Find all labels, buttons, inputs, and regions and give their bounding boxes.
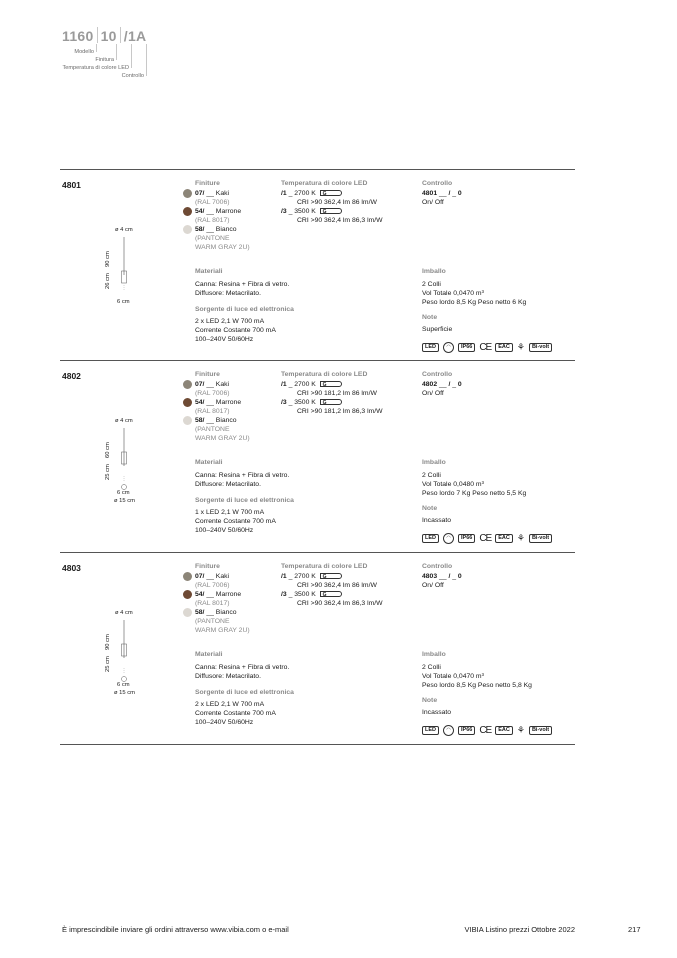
temperature-spec: CRI >90 362,4 lm 86,3 lm/W	[297, 600, 383, 607]
legend-control: /1A	[123, 28, 147, 44]
control-heading: Controllo	[422, 563, 453, 570]
finish-ral: (PANTONE	[195, 235, 230, 242]
dimension-height-total: 90 cm	[105, 634, 111, 650]
material-line: Diffusore: Metacrilato.	[195, 673, 261, 680]
light-source-line: 100–240V 50/60Hz	[195, 719, 254, 726]
temperature-heading: Temperatura di colore LED	[281, 180, 368, 187]
certification-badges	[422, 725, 552, 736]
temperature-option[interactable]: /3 _ 3500 K G	[281, 590, 342, 599]
ip66-badge: IP66	[458, 534, 475, 543]
dimension-bottom: 6 cm	[117, 299, 130, 305]
eac-badge: EAC	[495, 343, 513, 352]
product-code: 4803	[62, 563, 81, 573]
packaging-line: Vol Totale 0,0480 m³	[422, 481, 484, 488]
dimmer-icon: ◠	[443, 725, 454, 736]
packaging-heading: Imballo	[422, 459, 446, 466]
installation-note: Incassato	[422, 709, 452, 716]
lamp-outline-icon	[100, 618, 150, 688]
light-source-line: 2 x LED 2,1 W 700 mA	[195, 318, 265, 325]
eac-badge: EAC	[495, 726, 513, 735]
energy-class-icon: G	[320, 399, 342, 405]
product-code: 4802	[62, 371, 81, 381]
certification-mark-icon: ⚘	[516, 342, 525, 352]
light-source-line: Corrente Costante 700 mA	[195, 518, 276, 525]
finish-ral: (RAL 8017)	[195, 217, 230, 224]
led-badge: LED	[422, 726, 439, 735]
installation-note: Superficie	[422, 326, 453, 333]
model-code-legend	[62, 27, 146, 44]
footer-order-note: È imprescindibile inviare gli ordini attraverso www.vibia.com o e-mail	[62, 925, 289, 934]
dimension-height-base: 25 cm	[105, 656, 111, 672]
dimmer-icon: ◠	[443, 342, 454, 353]
material-line: Canna: Resina + Fibra di vetro.	[195, 664, 290, 671]
finish-ral-extra: WARM GRAY 2U)	[195, 627, 250, 634]
finish-option[interactable]: 07/ __ Kaki	[195, 190, 230, 197]
packaging-line: Peso lordo 8,5 Kg Peso netto 5,8 Kg	[422, 682, 532, 689]
control-code: 4801 __ / _ 0	[422, 190, 462, 197]
packaging-line: 2 Colli	[422, 281, 441, 288]
packaging-line: Vol Totale 0,0470 m³	[422, 290, 484, 297]
finish-option[interactable]: 58/ __ Bianco	[195, 609, 237, 616]
certification-mark-icon: ⚘	[516, 725, 525, 735]
finish-option[interactable]: 58/ __ Bianco	[195, 417, 237, 424]
control-heading: Controllo	[422, 371, 453, 378]
control-code: 4803 __ / _ 0	[422, 573, 462, 580]
led-badge: LED	[422, 534, 439, 543]
control-description: On/ Off	[422, 390, 444, 397]
finish-swatch-kaki	[183, 189, 192, 198]
finish-ral: (PANTONE	[195, 618, 230, 625]
temperature-spec: CRI >90 362,4 lm 86 lm/W	[297, 582, 377, 589]
temperature-option[interactable]: /1 _ 2700 K G	[281, 189, 342, 198]
light-source-line: 100–240V 50/60Hz	[195, 527, 254, 534]
finish-ral-extra: WARM GRAY 2U)	[195, 435, 250, 442]
light-source-line: Corrente Costante 700 mA	[195, 327, 276, 334]
legend-finish: 10	[100, 28, 117, 44]
finish-swatch-bianco	[183, 608, 192, 617]
legend-label-model: Modello	[74, 49, 94, 55]
material-line: Diffusore: Metacrilato.	[195, 481, 261, 488]
finish-ral: (RAL 7006)	[195, 199, 230, 206]
temperature-option[interactable]: /1 _ 2700 K G	[281, 572, 342, 581]
finish-swatch-bianco	[183, 225, 192, 234]
finish-swatch-marrone	[183, 398, 192, 407]
certification-mark-icon: ⚘	[516, 533, 525, 543]
packaging-line: Peso lordo 7 Kg Peso netto 5,5 Kg	[422, 490, 527, 497]
legend-model: 1160	[62, 28, 94, 44]
dimension-height-total: 90 cm	[105, 251, 111, 267]
temperature-option[interactable]: /1 _ 2700 K G	[281, 380, 342, 389]
finish-swatch-kaki	[183, 380, 192, 389]
light-source-line: 2 x LED 2,1 W 700 mA	[195, 701, 265, 708]
packaging-line: 2 Colli	[422, 664, 441, 671]
ip66-badge: IP66	[458, 343, 475, 352]
packaging-heading: Imballo	[422, 651, 446, 658]
finishes-heading: Finiture	[195, 371, 220, 378]
legend-label-finish: Finitura	[95, 57, 114, 63]
packaging-line: Vol Totale 0,0470 m³	[422, 673, 484, 680]
energy-class-icon: G	[320, 190, 342, 196]
light-source-heading: Sorgente di luce ed elettronica	[195, 497, 294, 504]
temperature-spec: CRI >90 362,4 lm 86 lm/W	[297, 199, 377, 206]
finish-ral: (RAL 7006)	[195, 390, 230, 397]
ip66-badge: IP66	[458, 726, 475, 735]
dimension-diameter-top: ø 4 cm	[115, 418, 133, 424]
installation-note: Incassato	[422, 517, 452, 524]
light-source-line: 1 x LED 2,1 W 700 mA	[195, 509, 265, 516]
temperature-spec: CRI >90 181,2 lm 86 lm/W	[297, 390, 377, 397]
finish-option[interactable]: 07/ __ Kaki	[195, 381, 230, 388]
certification-badges	[422, 533, 552, 544]
finish-option[interactable]: 07/ __ Kaki	[195, 573, 230, 580]
ce-mark-icon: CE	[479, 533, 492, 544]
dimension-bottom: 6 cm	[117, 490, 130, 496]
energy-class-icon: G	[320, 591, 342, 597]
finish-swatch-kaki	[183, 572, 192, 581]
bivolt-badge: Bi-volt	[529, 726, 552, 735]
notes-heading: Note	[422, 697, 438, 704]
notes-heading: Note	[422, 314, 438, 321]
section-divider	[60, 552, 575, 553]
energy-class-icon: G	[320, 208, 342, 214]
ce-mark-icon: CE	[479, 342, 492, 353]
lamp-outline-icon	[100, 426, 150, 496]
section-divider	[60, 360, 575, 361]
finish-ral: (PANTONE	[195, 426, 230, 433]
temperature-option[interactable]: /3 _ 3500 K G	[281, 398, 342, 407]
bivolt-badge: Bi-volt	[529, 534, 552, 543]
material-line: Canna: Resina + Fibra di vetro.	[195, 472, 290, 479]
dimension-height-total: 60 cm	[105, 442, 111, 458]
light-source-heading: Sorgente di luce ed elettronica	[195, 306, 294, 313]
dimension-diameter-top: ø 4 cm	[115, 227, 133, 233]
energy-class-icon: G	[320, 381, 342, 387]
materials-heading: Materiali	[195, 268, 223, 275]
finish-swatch-marrone	[183, 590, 192, 599]
dimension-diameter-bottom: ø 15 cm	[114, 498, 135, 504]
materials-heading: Materiali	[195, 651, 223, 658]
finish-option[interactable]: 54/ __ Marrone	[195, 208, 242, 215]
control-description: On/ Off	[422, 199, 444, 206]
dimension-height-base: 26 cm	[105, 273, 111, 289]
certification-badges	[422, 342, 552, 353]
material-line: Canna: Resina + Fibra di vetro.	[195, 281, 290, 288]
product-code: 4801	[62, 180, 81, 190]
finish-ral: (RAL 8017)	[195, 408, 230, 415]
temperature-spec: CRI >90 362,4 lm 86,3 lm/W	[297, 217, 383, 224]
packaging-heading: Imballo	[422, 268, 446, 275]
light-source-line: 100–240V 50/60Hz	[195, 336, 254, 343]
packaging-line: Peso lordo 8,5 Kg Peso netto 6 Kg	[422, 299, 527, 306]
dimension-diameter-bottom: ø 15 cm	[114, 690, 135, 696]
control-heading: Controllo	[422, 180, 453, 187]
control-description: On/ Off	[422, 582, 444, 589]
led-badge: LED	[422, 343, 439, 352]
section-divider	[60, 744, 575, 745]
temperature-heading: Temperatura di colore LED	[281, 371, 368, 378]
finish-ral: (RAL 7006)	[195, 582, 230, 589]
dimension-diameter-top: ø 4 cm	[115, 610, 133, 616]
finish-option[interactable]: 54/ __ Marrone	[195, 399, 242, 406]
eac-badge: EAC	[495, 534, 513, 543]
temperature-spec: CRI >90 181,2 lm 86,3 lm/W	[297, 408, 383, 415]
temperature-option[interactable]: /3 _ 3500 K G	[281, 207, 342, 216]
dimension-height-base: 25 cm	[105, 464, 111, 480]
energy-class-icon: G	[320, 573, 342, 579]
control-code: 4802 __ / _ 0	[422, 381, 462, 388]
legend-label-temperature: Temperatura di colore LED	[62, 65, 129, 71]
materials-heading: Materiali	[195, 459, 223, 466]
light-source-heading: Sorgente di luce ed elettronica	[195, 689, 294, 696]
footer-catalog: VIBIA Listino prezzi Ottobre 2022	[464, 925, 575, 934]
bivolt-badge: Bi-volt	[529, 343, 552, 352]
finish-option[interactable]: 58/ __ Bianco	[195, 226, 237, 233]
packaging-line: 2 Colli	[422, 472, 441, 479]
dimmer-icon: ◠	[443, 533, 454, 544]
dimension-bottom: 6 cm	[117, 682, 130, 688]
ce-mark-icon: CE	[479, 725, 492, 736]
finish-ral: (RAL 8017)	[195, 600, 230, 607]
page-number: 217	[628, 925, 641, 934]
temperature-heading: Temperatura di colore LED	[281, 563, 368, 570]
finishes-heading: Finiture	[195, 563, 220, 570]
finish-option[interactable]: 54/ __ Marrone	[195, 591, 242, 598]
finishes-heading: Finiture	[195, 180, 220, 187]
finish-swatch-marrone	[183, 207, 192, 216]
section-divider	[60, 169, 575, 170]
notes-heading: Note	[422, 505, 438, 512]
lamp-outline-icon	[100, 235, 150, 305]
material-line: Diffusore: Metacrilato.	[195, 290, 261, 297]
legend-label-control: Controllo	[121, 73, 144, 79]
finish-ral-extra: WARM GRAY 2U)	[195, 244, 250, 251]
finish-swatch-bianco	[183, 416, 192, 425]
light-source-line: Corrente Costante 700 mA	[195, 710, 276, 717]
